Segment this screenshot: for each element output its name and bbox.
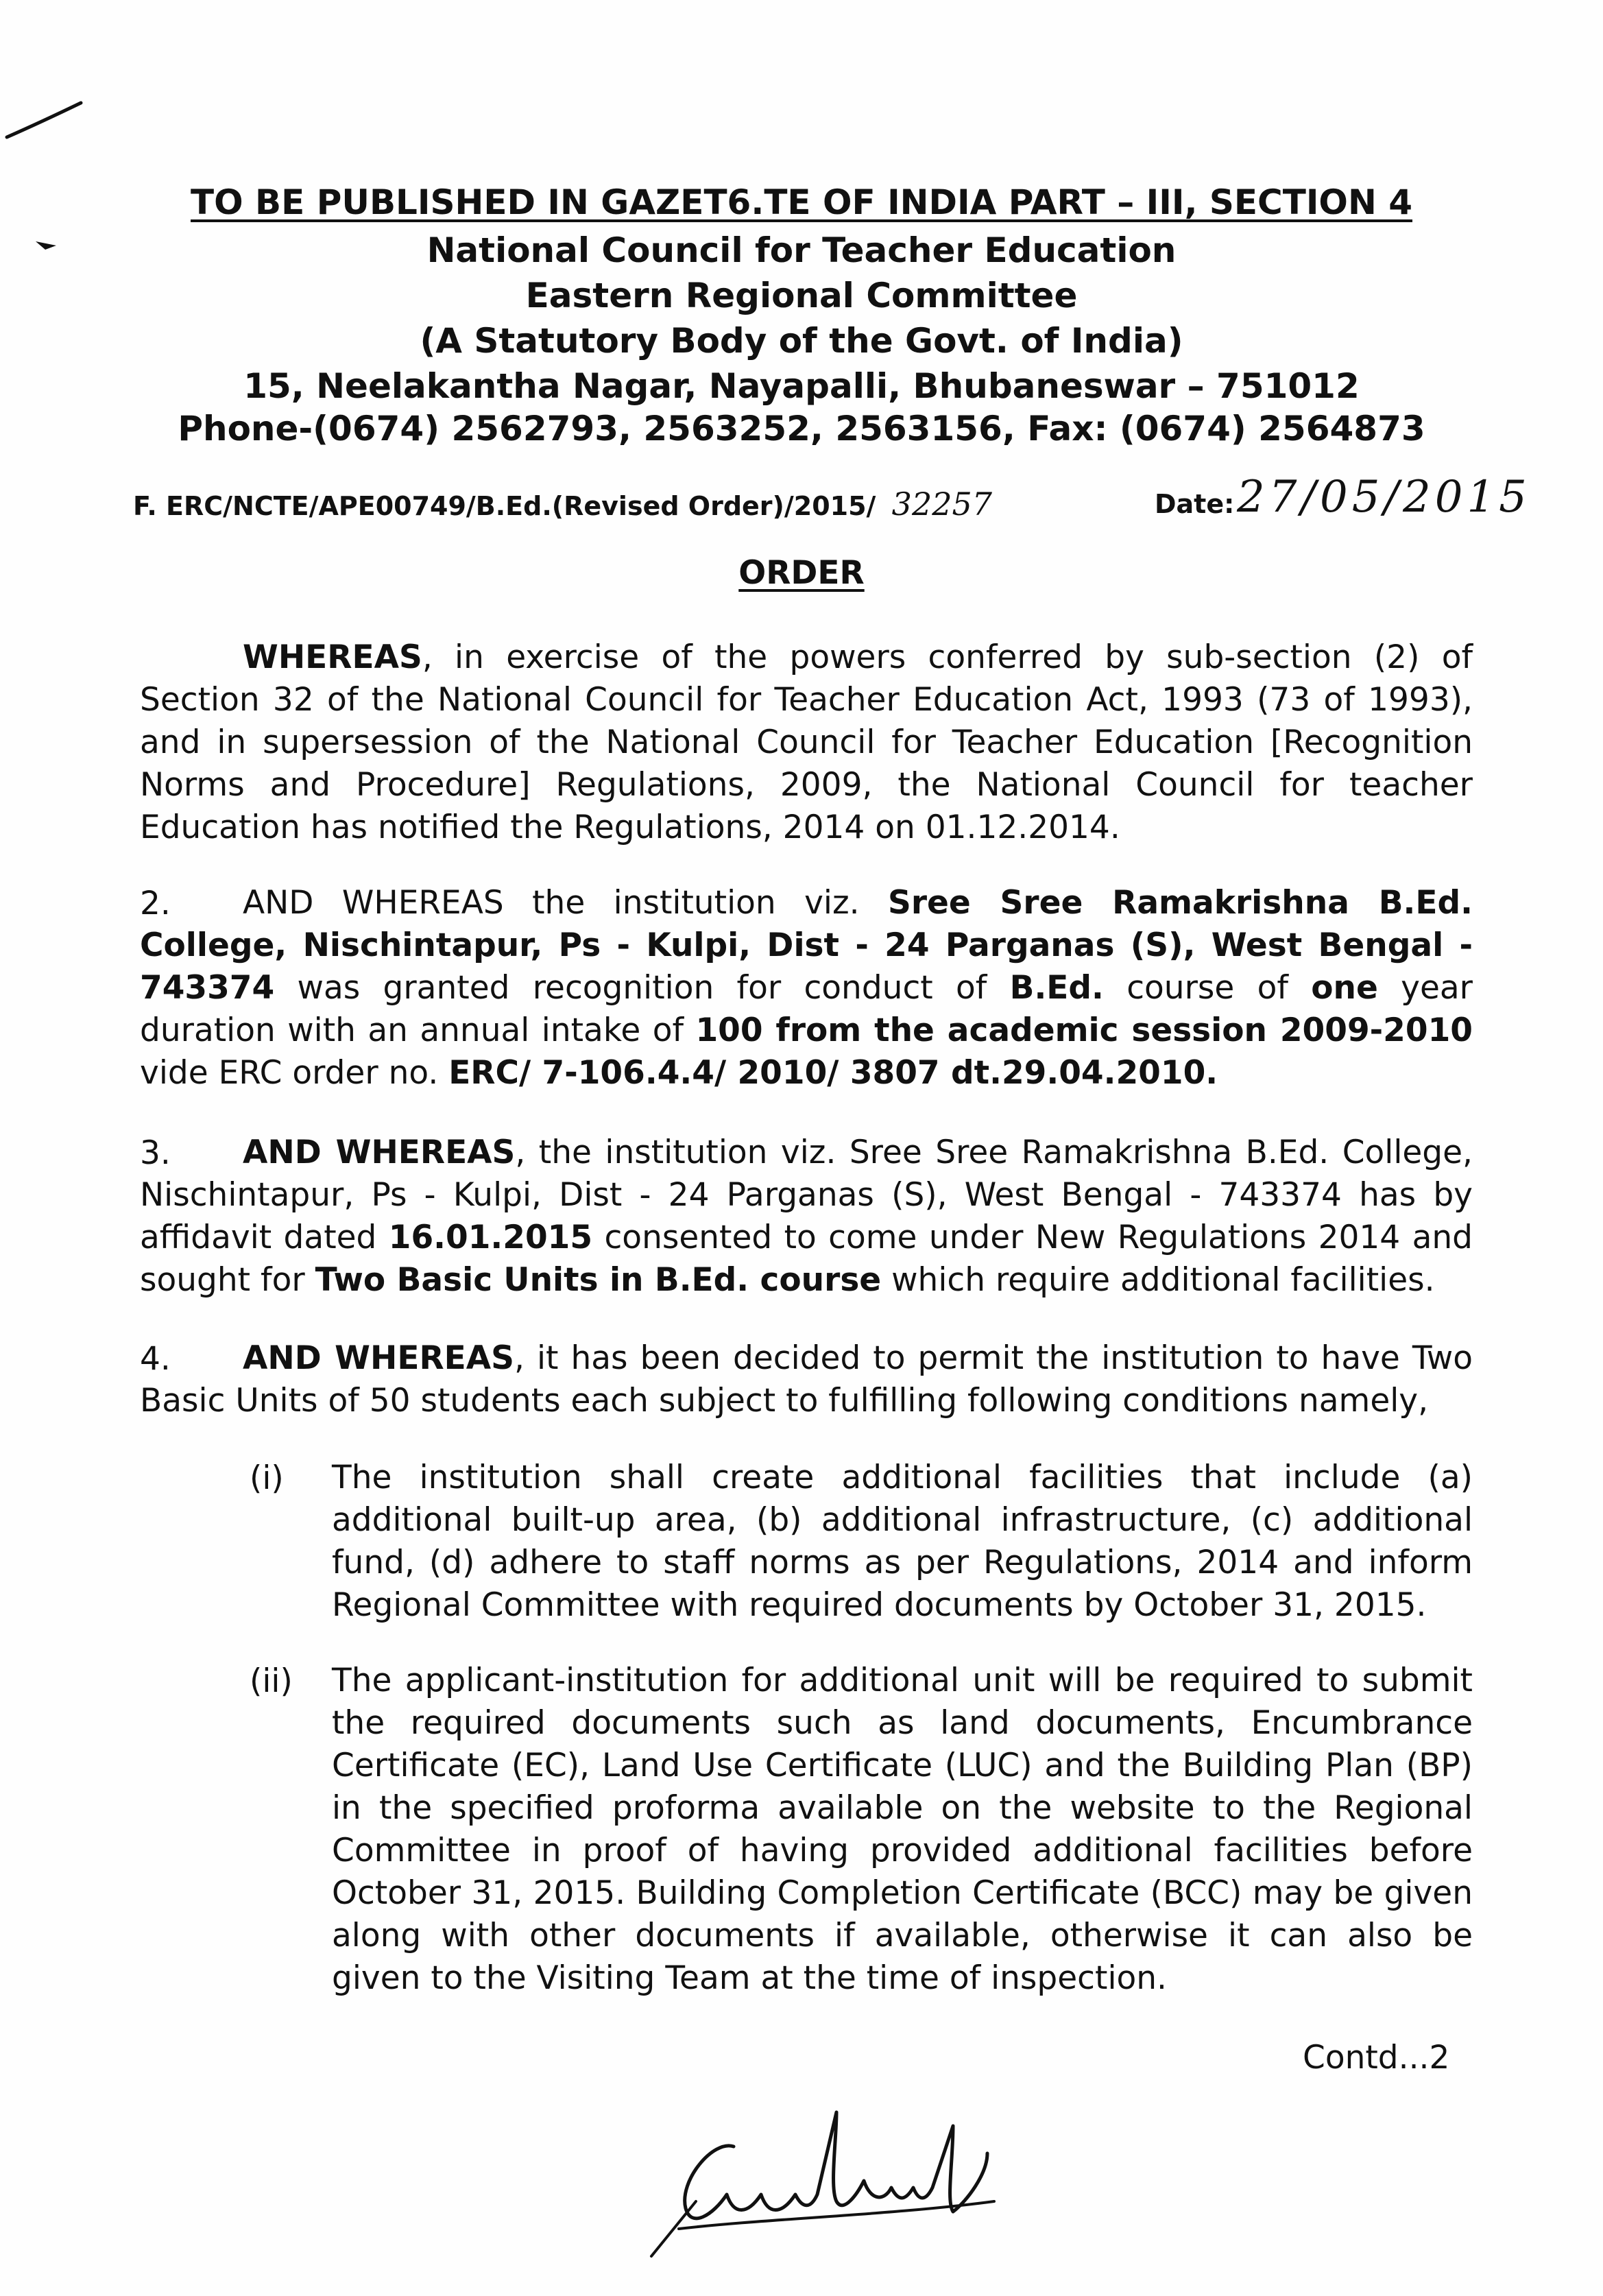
gazette-line: TO BE PUBLISHED IN GAZET6.TE OF INDIA PART – III, SECTION 4 [191, 182, 1412, 222]
file-number-handwritten: 32257 [891, 486, 993, 523]
paragraph-2 [140, 882, 1473, 1095]
org-name: National Council for Teacher Education [426, 230, 1177, 270]
paragraph-3-number: 3. [140, 1134, 171, 1172]
paragraph-1 [140, 636, 1473, 849]
paragraph-3-text-1: , the institution viz. Sree Sree Ramakrishna B.Ed. College, Nischintapur, Ps - Kulpi, Dist - 24 Parganas (S), West Bengal - 743374 has by affidavit dated [140, 1134, 1473, 1256]
address-line: 15, Neelakantha Nagar, Nayapalli, Bhubaneswar – 751012 [243, 366, 1360, 406]
order-title: ORDER [738, 554, 865, 592]
condition-2-text: The applicant-institution for additional unit will be required to submit the required documents such as land documents, Encumbrance Certificate (EC), Land Use Certificate (LUC) and the Building Plan (BP) in the specified proforma available on the website to the Regional Committee in proof of having provided additional facilities before October 31, 2015. Building Completion Certificate (BCC) may be given along with other documents if available, otherwise it can also be given to the Visiting Team at the time of inspection. [332, 1662, 1473, 1997]
paragraph-2-text-2: was granted recognition for conduct of [274, 969, 1010, 1007]
condition-2-number: (ii) [250, 1662, 293, 1700]
requested-units: Two Basic Units in B.Ed. course [315, 1261, 882, 1299]
paragraph-3-lead: AND WHEREAS [243, 1134, 516, 1171]
paragraph-2-text-5: vide ERC order no. [140, 1054, 449, 1092]
affidavit-date: 16.01.2015 [388, 1219, 593, 1256]
paragraph-3 [140, 1132, 1473, 1302]
condition-1-number: (i) [250, 1459, 284, 1497]
paragraph-3-text-2: consented to come under New Regulations 2014 and sought for [140, 1219, 1473, 1299]
paragraph-4-lead: AND WHEREAS [243, 1339, 514, 1377]
paragraph-2-text-1: AND WHEREAS the institution viz. [243, 884, 888, 922]
reference-line [133, 472, 1531, 528]
paragraph-4-number: 4. [140, 1340, 171, 1378]
intake: 100 from the academic session 2009-2010 [695, 1012, 1473, 1049]
continued-marker: Contd...2 [1303, 2039, 1450, 2077]
condition-1-text: The institution shall create additional facilities that include (a) additional built-up area, (b) additional infrastructure, (c) additional fund, (d) adhere to staff norms as per Regulations, 2014 and inform Regional Committee with required documents by October 31, 2015. [332, 1459, 1473, 1624]
paragraph-3-text-3: which require additional facilities. [881, 1261, 1435, 1299]
committee-name: Eastern Regional Committee [525, 276, 1078, 315]
duration: one [1311, 969, 1378, 1007]
file-number: F. ERC/NCTE/APE00749/B.Ed.(Revised Order)/2015/ [133, 491, 876, 521]
paragraph-2-text-3: course of [1103, 969, 1312, 1007]
paragraph-4-text: , it has been decided to permit the institution to have Two Basic Units of 50 students each subject to fulfilling following conditions namely, [140, 1339, 1473, 1420]
date-handwritten: 27/05/2015 [1237, 472, 1531, 523]
paragraph-2-number: 2. [140, 885, 171, 922]
erc-order-number: ERC/ 7-106.4.4/ 2010/ 3807 dt.29.04.2010. [448, 1054, 1218, 1092]
institution-name: Sree Sree Ramakrishna B.Ed. College, Nischintapur, Ps - Kulpi, Dist - 24 Parganas (S), West Bengal - 743374 [140, 884, 1473, 1007]
paragraph-4 [140, 1337, 1473, 1422]
date-label: Date: [1155, 489, 1235, 519]
paragraph-2-text-4: year duration with an annual intake of [140, 969, 1473, 1049]
statutory-line: (A Statutory Body of the Govt. of India) [420, 321, 1183, 361]
contact-line: Phone-(0674) 2562793, 2563252, 2563156, Fax: (0674) 2564873 [178, 409, 1425, 449]
paragraph-1-lead: WHEREAS [243, 638, 422, 676]
paragraph-1-text: , in exercise of the powers conferred by sub-section (2) of Section 32 of the National Council for Teacher Education Act, 1993 (73 of 1993), and in supersession of the National Council for Teacher Education [Recognition Norms and Procedure] Regulations, 2009, the National Council for teacher Education has notified the Regulations, 2014 on 01.12.2014. [140, 638, 1473, 846]
signature [631, 2098, 1056, 2263]
course-name: B.Ed. [1009, 969, 1104, 1007]
